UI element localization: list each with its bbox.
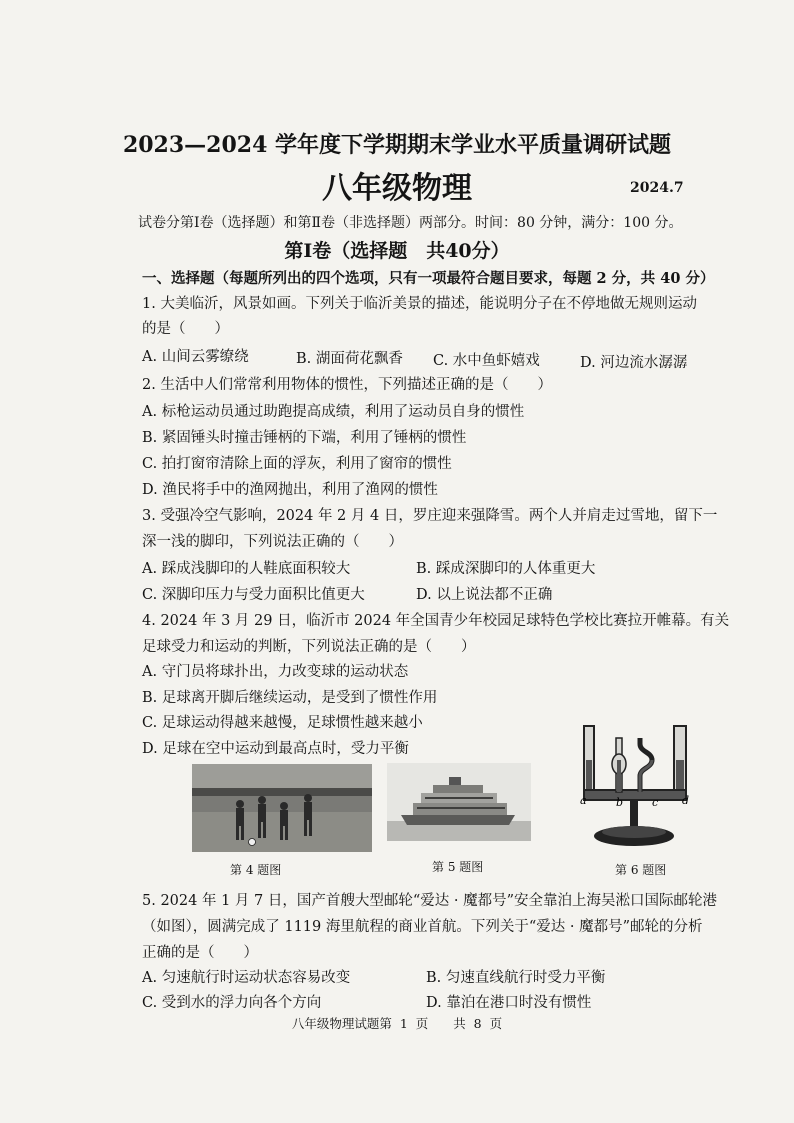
figure-6-label-b: b <box>616 796 624 809</box>
page-footer: 八年级物理试题第 1 页 共 8 页 <box>291 1016 503 1031</box>
question-2-option-b: B. 紧固锤头时撞击锤柄的下端，利用了锤柄的惯性 <box>142 430 467 446</box>
question-5-option-b: B. 匀速直线航行时受力平衡 <box>426 970 606 986</box>
question-2-stem: 2. 生活中人们常常利用物体的惯性，下列描述正确的是（ ） <box>142 377 552 393</box>
question-5-stem-line-3: 正确的是（ ） <box>142 945 258 961</box>
figure-6-caption: 第 6 题图 <box>615 863 667 877</box>
question-2-option-d: D. 渔民将手中的渔网抛出，利用了渔网的惯性 <box>142 482 438 498</box>
question-3-stem-line-1: 3. 受强冷空气影响，2024 年 2 月 4 日，罗庄迎来强降雪。两个人并肩走过雪地，留下一 <box>142 508 718 524</box>
figure-6-label-a: a <box>580 794 587 807</box>
figure-6-connected-vessels <box>578 720 698 856</box>
question-1-stem-line-2: 的是（ ） <box>142 321 229 337</box>
question-1-option-d: D. 河边流水潺潺 <box>580 355 688 371</box>
question-5-stem-line-2: （如图），圆满完成了 1119 海里航程的商业首航。下列关于“爱达 · 魔都号”邮轮的分析 <box>142 919 703 935</box>
question-4-option-b: B. 足球离开脚后继续运动，是受到了惯性作用 <box>142 690 438 706</box>
question-1-option-c: C. 水中鱼虾嬉戏 <box>433 353 540 369</box>
question-4-stem-line-2: 足球受力和运动的判断，下列说法正确的是（ ） <box>142 639 476 655</box>
exam-subject-title: 八年级物理 <box>322 171 472 206</box>
part-heading: 一、选择题（每题所列出的四个选项，只有一项最符合题目要求，每题 2 分，共 40 分） <box>142 270 715 287</box>
question-3-option-a: A. 踩成浅脚印的人鞋底面积较大 <box>142 561 351 577</box>
question-1-option-b: B. 湖面荷花飘香 <box>296 351 403 367</box>
question-5-option-a: A. 匀速航行时运动状态容易改变 <box>142 970 351 986</box>
question-2-option-a: A. 标枪运动员通过助跑提高成绩，利用了运动员自身的惯性 <box>142 404 525 420</box>
exam-info: 试卷分第Ⅰ卷（选择题）和第Ⅱ卷（非选择题）两部分。时间：80 分钟，满分：100 分。 <box>138 215 683 231</box>
question-5-stem-line-1: 5. 2024 年 1 月 7 日，国产首艘大型邮轮“爱达 · 魔都号”安全靠泊上海吴淞口国际邮轮港 <box>142 893 717 909</box>
figure-4-soccer-photo <box>192 764 372 852</box>
figure-5-cruise-ship-photo <box>387 763 531 841</box>
exam-main-title: 2023—2024 学年度下学期期末学业水平质量调研试题 <box>122 132 672 158</box>
question-5-option-d: D. 靠泊在港口时没有惯性 <box>426 995 592 1011</box>
figure-6-label-c: c <box>652 796 659 809</box>
question-4-stem-line-1: 4. 2024 年 3 月 29 日，临沂市 2024 年全国青少年校园足球特色学校比赛拉开帷幕。有关 <box>142 613 730 629</box>
figure-5-caption: 第 5 题图 <box>432 860 484 874</box>
exam-date: 2024.7 <box>630 180 684 196</box>
question-3-option-b: B. 踩成深脚印的人体重更大 <box>416 561 596 577</box>
question-4-option-d: D. 足球在空中运动到最高点时，受力平衡 <box>142 741 409 757</box>
section-title: 第Ⅰ卷（选择题 共40分） <box>284 240 510 262</box>
question-3-stem-line-2: 深一浅的脚印，下列说法正确的（ ） <box>142 534 403 550</box>
question-3-option-c: C. 深脚印压力与受力面积比值更大 <box>142 587 365 603</box>
question-1-stem-line-1: 1. 大美临沂，风景如画。下列关于临沂美景的描述，能说明分子在不停地做无规则运动 <box>142 296 697 312</box>
figure-4-caption: 第 4 题图 <box>230 863 282 877</box>
question-1-option-a: A. 山间云雾缭绕 <box>142 349 249 365</box>
figure-6-label-d: d <box>682 794 690 807</box>
question-5-option-c: C. 受到水的浮力向各个方向 <box>142 995 322 1011</box>
question-2-option-c: C. 拍打窗帘清除上面的浮灰，利用了窗帘的惯性 <box>142 456 452 472</box>
question-4-option-a: A. 守门员将球扑出，力改变球的运动状态 <box>142 664 409 680</box>
question-4-option-c: C. 足球运动得越来越慢，足球惯性越来越小 <box>142 715 423 731</box>
question-3-option-d: D. 以上说法都不正确 <box>416 587 553 603</box>
